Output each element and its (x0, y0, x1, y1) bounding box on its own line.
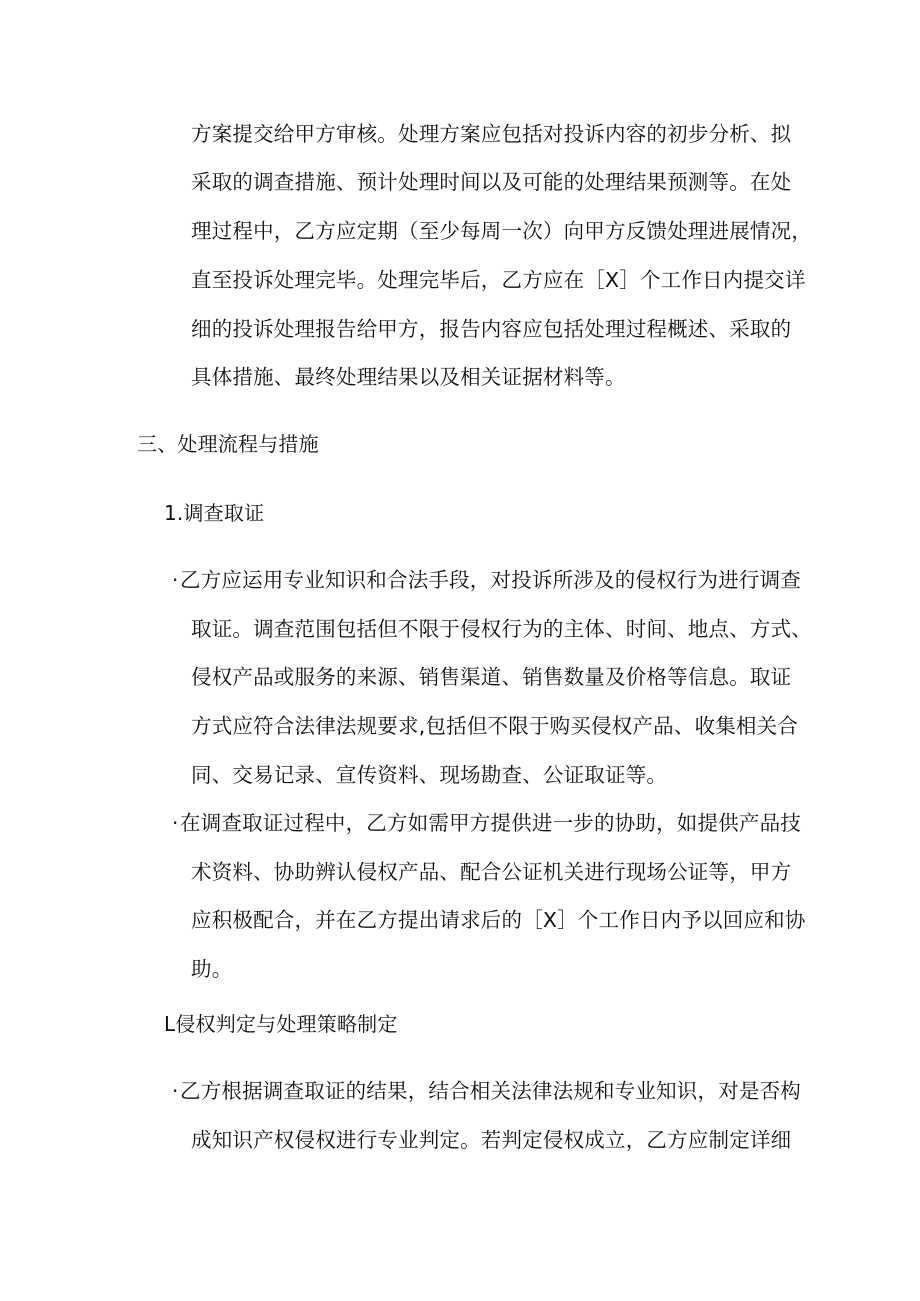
subsection-1-heading: 1.调查取证 (164, 501, 265, 525)
paragraph-1-line-3: 理过程中，乙方应定期（至少每周一次）向甲方反馈处理进展情况， (191, 219, 812, 243)
bullet-1-line-5: 同、交易记录、宣传资料、现场勘查、公证取证等。 (191, 763, 668, 787)
bullet-3-line-1: 乙方根据调查取证的结果，结合相关法律法规和专业知识，对是否构 (180, 1079, 801, 1103)
subsection-2-heading: L侵权判定与处理策略制定 (164, 1012, 398, 1036)
bullet-1-line-1: 乙方应运用专业知识和合法手段，对投诉所涉及的侵权行为进行调查 (180, 568, 801, 592)
bullet-1-line-4: 方式应符合法律法规要求,包括但不限于购买侵权产品、收集相关合 (191, 714, 799, 738)
bullet-1-line-3: 侵权产品或服务的来源、销售渠道、销售数量及价格等信息。取证 (191, 665, 792, 689)
bullet-marker: · (172, 568, 179, 592)
section-3-heading: 三、处理流程与措施 (137, 432, 319, 456)
paragraph-1-line-2: 采取的调查措施、预计处理时间以及可能的处理结果预测等。在处 (191, 170, 792, 194)
paragraph-1-line-4: 直至投诉处理完毕。处理完毕后，乙方应在［X］个工作日内提交详 (191, 268, 806, 292)
paragraph-1-line-5: 细的投诉处理报告给甲方，报告内容应包括处理过程概述、采取的 (191, 317, 792, 341)
bullet-marker: · (172, 1079, 179, 1103)
bullet-2-line-1: 在调查取证过程中，乙方如需甲方提供进一步的协助，如提供产品技 (180, 811, 801, 835)
bullet-2-line-4: 助。 (191, 957, 233, 981)
bullet-1-line-2: 取证。调查范围包括但不限于侵权行为的主体、时间、地点、方式、 (191, 617, 812, 641)
bullet-2-line-2: 术资料、协助辨认侵权产品、配合公证机关进行现场公证等，甲方 (191, 860, 792, 884)
bullet-marker: · (172, 811, 179, 835)
bullet-3-line-2: 成知识产权侵权进行专业判定。若判定侵权成立，乙方应制定详细 (191, 1128, 792, 1152)
paragraph-1-line-1: 方案提交给甲方审核。处理方案应包括对投诉内容的初步分析、拟 (191, 122, 792, 146)
bullet-2-line-3: 应积极配合，并在乙方提出请求后的［X］个工作日内予以回应和协 (191, 908, 806, 932)
paragraph-1-line-6: 具体措施、最终处理结果以及相关证据材料等。 (191, 365, 626, 389)
